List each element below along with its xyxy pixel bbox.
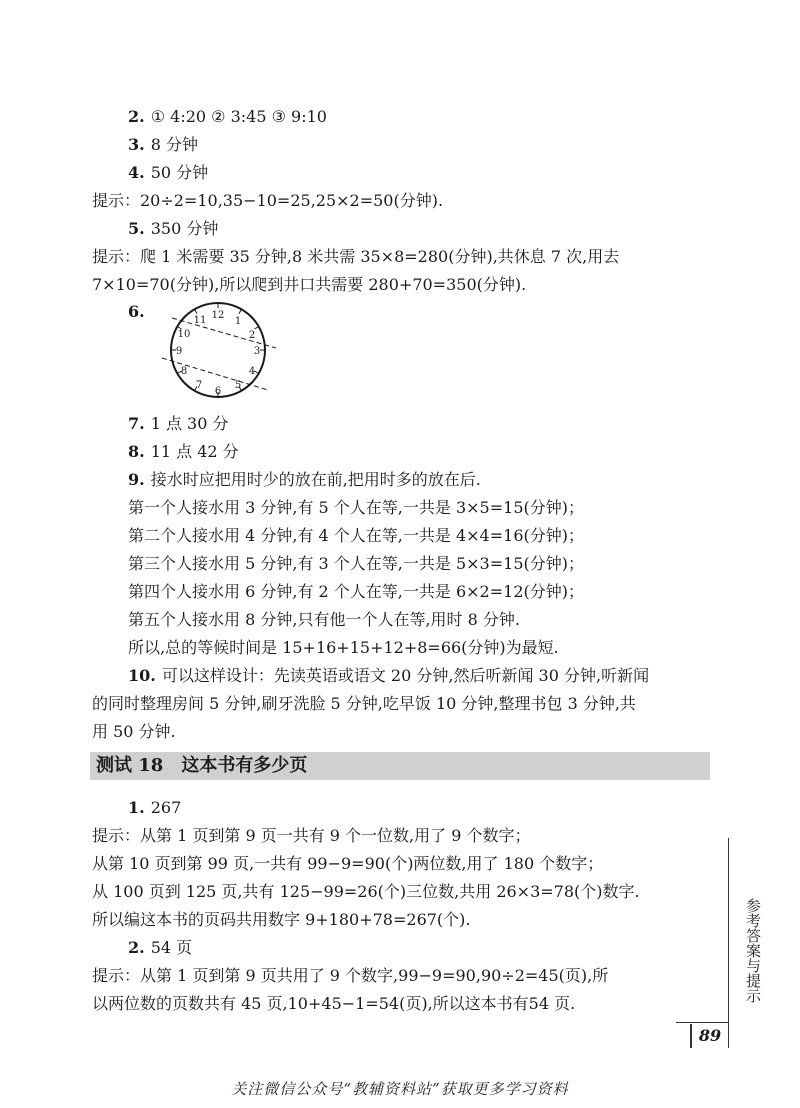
- answer-5: 5. 350 分钟: [128, 219, 219, 238]
- answer-9-line: 所以,总的等候时间是 15+16+15+12+8=66(分钟)为最短.: [128, 638, 559, 657]
- answer-4: 4. 50 分钟: [128, 163, 209, 182]
- clock-number: 1: [234, 316, 242, 327]
- clock-number: 7: [195, 380, 203, 391]
- side-rule: [728, 838, 729, 1048]
- clock-number: 4: [248, 366, 256, 377]
- clock-number: 10: [177, 329, 191, 340]
- answer-9-line: 第五个人接水用 8 分钟,只有他一个人在等,用时 8 分钟.: [128, 610, 520, 629]
- hint-5-line-1: 提示：爬 1 米需要 35 分钟,8 米共需 35×8=280(分钟),共休息 7 次,用去: [92, 247, 620, 266]
- clock-number: 2: [248, 330, 256, 341]
- clock-number: 9: [175, 346, 183, 357]
- answer-9-line: 第二个人接水用 4 分钟,有 4 个人在等,一共是 4×4=16(分钟)；: [128, 526, 584, 545]
- section-title: 测试 18 这本书有多少页: [96, 755, 308, 776]
- clock-number: 6: [214, 386, 222, 397]
- test18-hint-1-line: 提示：从第 1 页到第 9 页一共有 9 个一位数,用了 9 个数字；: [92, 826, 531, 845]
- test18-answer-2: 2. 54 页: [128, 938, 193, 957]
- page-number: 89: [690, 1024, 728, 1048]
- answer-8: 8. 11 点 42 分: [128, 442, 239, 461]
- answer-7: 7. 1 点 30 分: [128, 414, 229, 433]
- clock-number: 3: [253, 346, 261, 357]
- answer-6: 6.: [128, 302, 145, 321]
- answer-9: 9. 接水时应把用时少的放在前,把用时多的放在后.: [128, 470, 481, 489]
- answer-10-line: 的同时整理房间 5 分钟,刷牙洗脸 5 分钟,吃早饭 10 分钟,整理书包 3 分钟,共: [92, 694, 636, 713]
- answer-9-line: 第一个人接水用 3 分钟,有 5 个人在等,一共是 3×5=15(分钟)；: [128, 498, 584, 517]
- clock-number: 12: [211, 310, 225, 321]
- answer-9-line: 第三个人接水用 5 分钟,有 3 个人在等,一共是 5×3=15(分钟)；: [128, 554, 584, 573]
- test18-hint-2-line: 以两位数的页数共有 45 页,10+45−1=54(页),所以这本书有54 页.: [92, 994, 576, 1013]
- test18-hint-1-line: 从 100 页到 125 页,共有 125−99=26(个)三位数,共用 26×3=78(个)数字.: [92, 882, 640, 901]
- clock-number: 8: [180, 366, 188, 377]
- answer-10-line: 用 50 分钟.: [92, 722, 176, 741]
- test18-hint-1-line: 所以编这本书的页码共用数字 9+180+78=267(个).: [92, 910, 471, 929]
- answer-9-line: 第四个人接水用 6 分钟,有 2 个人在等,一共是 6×2=12(分钟)；: [128, 582, 584, 601]
- answer-10: 10. 可以这样设计：先读英语或语文 20 分钟,然后听新闻 30 分钟,听新闻: [128, 666, 650, 685]
- test18-answer-1: 1. 267: [128, 798, 182, 817]
- answer-2: 2. ① 4:20 ② 3:45 ③ 9:10: [128, 107, 327, 126]
- page-number-rule: [676, 1022, 728, 1023]
- side-tab: 参考答案与提示: [744, 898, 762, 1003]
- test18-hint-2-line: 提示：从第 1 页到第 9 页共用了 9 个数字,99−9=90,90÷2=45(页),所: [92, 966, 609, 985]
- hint-5-line-2: 7×10=70(分钟),所以爬到井口共需要 280+70=350(分钟).: [92, 275, 527, 294]
- test18-hint-1-line: 从第 10 页到第 99 页,一共有 99−9=90(个)两位数,用了 180 个数字；: [92, 854, 604, 873]
- answer-3: 3. 8 分钟: [128, 135, 198, 154]
- clock-number: 5: [234, 380, 242, 391]
- footer-note: 关注微信公众号“教辅资料站”获取更多学习资料: [231, 1080, 569, 1098]
- clock-number: 11: [193, 315, 207, 326]
- clock-figure: [158, 294, 288, 406]
- hint-4: 提示：20÷2=10,35−10=25,25×2=50(分钟).: [92, 191, 444, 210]
